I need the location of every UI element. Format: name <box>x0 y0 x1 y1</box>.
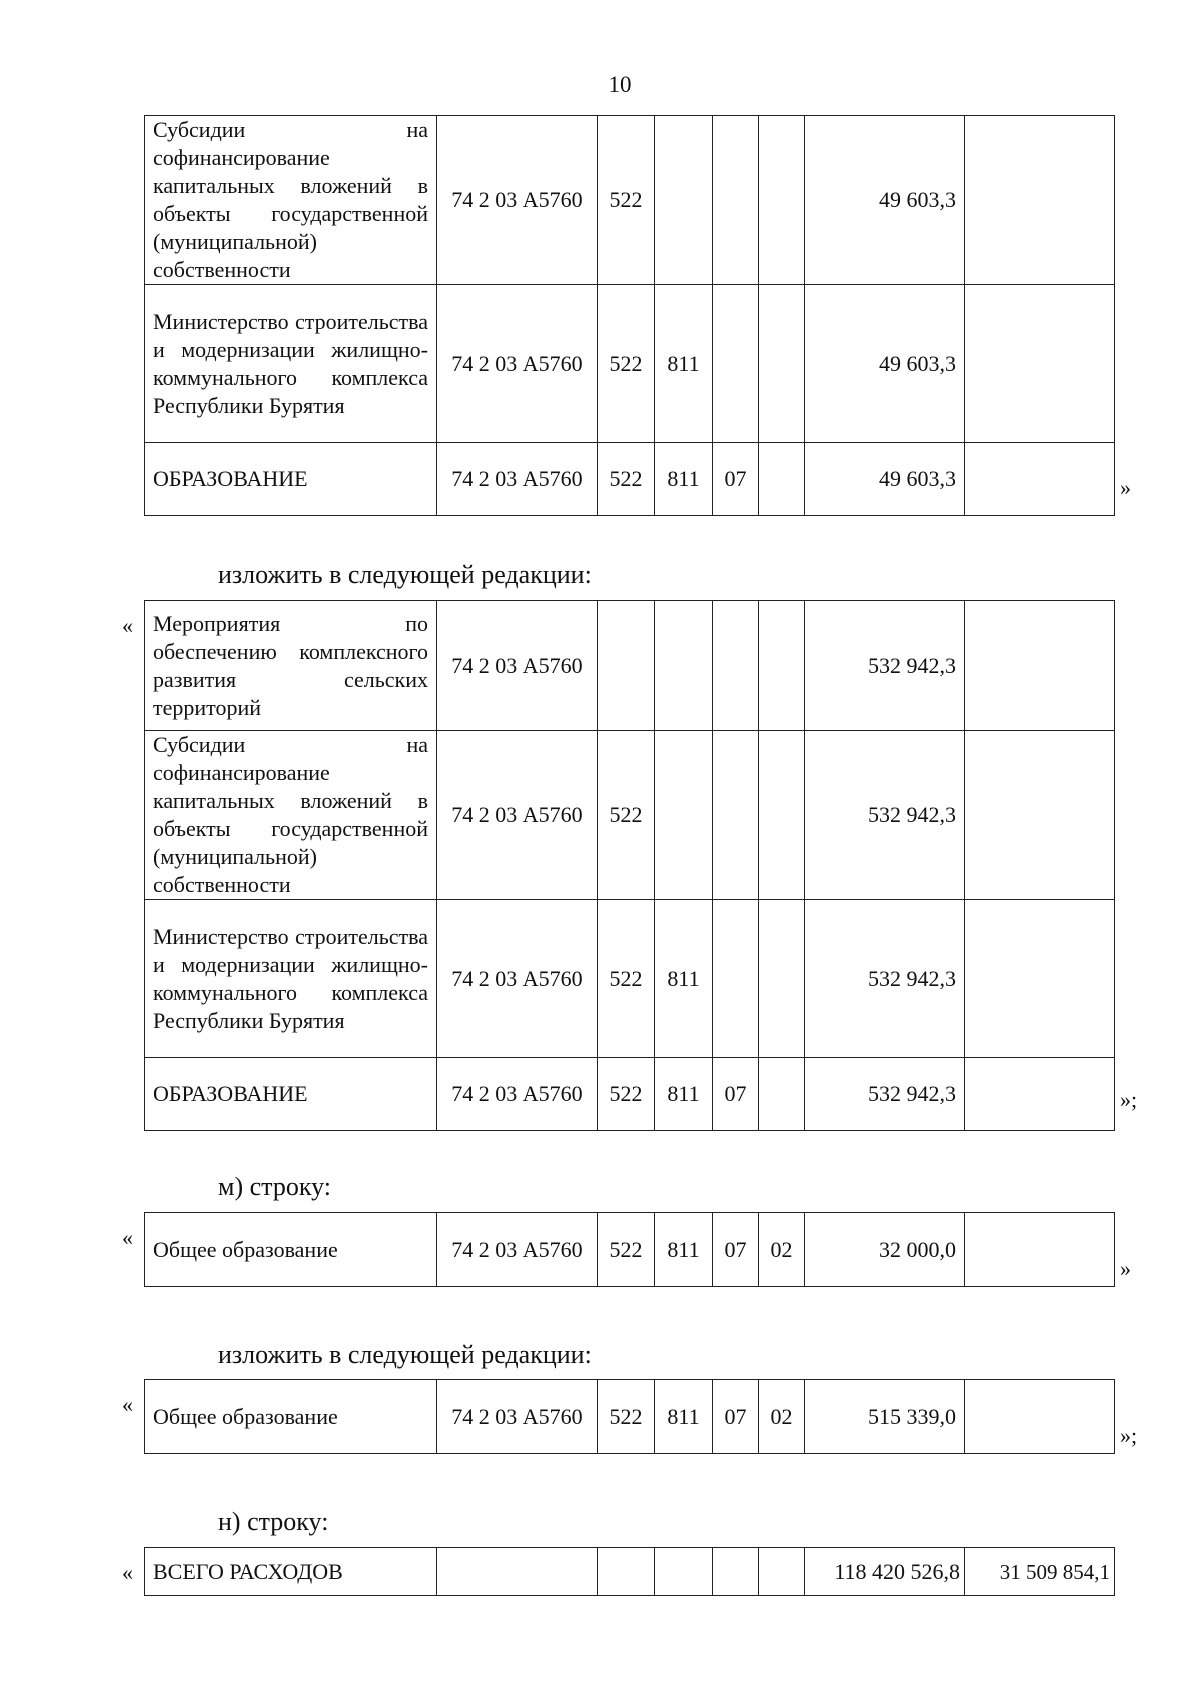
row-c4 <box>759 443 805 516</box>
row-sum2 <box>965 1058 1115 1131</box>
row-c4 <box>759 900 805 1058</box>
row-c1 <box>598 1548 655 1596</box>
row-code: 74 2 03 А5760 <box>437 285 598 443</box>
row-code <box>437 1548 598 1596</box>
row-c2: 811 <box>655 1058 713 1131</box>
row-sum2 <box>965 285 1115 443</box>
row-sum2 <box>965 1380 1115 1454</box>
row-code: 74 2 03 А5760 <box>437 1058 598 1131</box>
row-c1 <box>598 601 655 731</box>
table-row <box>145 285 1115 443</box>
open-quote: « <box>122 613 133 638</box>
paragraph-item-n: н) строку: <box>218 1507 329 1536</box>
row-c3: 07 <box>713 443 759 516</box>
table-row <box>145 900 1115 1058</box>
row-sum2 <box>965 116 1115 285</box>
row-sum: 532 942,3 <box>805 900 965 1058</box>
table-n <box>144 1547 1115 1596</box>
row-c2: 811 <box>655 443 713 516</box>
row-c4 <box>759 731 805 900</box>
row-sum: 49 603,3 <box>805 285 965 443</box>
row-c2 <box>655 1548 713 1596</box>
row-c2: 811 <box>655 1213 713 1287</box>
row-c3 <box>713 731 759 900</box>
table-new-block <box>144 600 1115 1131</box>
row-c1: 522 <box>598 1058 655 1131</box>
row-sum: 118 420 526,8 <box>805 1548 965 1596</box>
row-c3: 07 <box>713 1380 759 1454</box>
row-name: Министерство строительства и модернизации жилищно-коммунального комплекса Республики Бурятия <box>145 285 437 443</box>
row-code: 74 2 03 А5760 <box>437 731 598 900</box>
row-name: Субсидии на софинансирование капитальных вложений в объекты государственной (муниципальной) собственности <box>145 116 437 285</box>
open-quote: « <box>122 1225 133 1250</box>
table-row <box>145 1058 1115 1131</box>
row-c3 <box>713 900 759 1058</box>
table-m-new <box>144 1379 1115 1454</box>
row-sum: 32 000,0 <box>805 1213 965 1287</box>
row-sum: 515 339,0 <box>805 1380 965 1454</box>
table-m-old <box>144 1212 1115 1287</box>
row-c4 <box>759 1548 805 1596</box>
close-quote: »; <box>1120 1423 1138 1448</box>
row-sum: 49 603,3 <box>805 116 965 285</box>
table-row <box>145 116 1115 285</box>
table-new <box>144 600 1115 1131</box>
row-name: Министерство строительства и модернизации жилищно-коммунального комплекса Республики Бурятия <box>145 900 437 1058</box>
row-sum2 <box>965 1213 1115 1287</box>
row-sum2 <box>965 900 1115 1058</box>
row-sum2 <box>965 443 1115 516</box>
row-code: 74 2 03 А5760 <box>437 900 598 1058</box>
row-code: 74 2 03 А5760 <box>437 116 598 285</box>
row-c1: 522 <box>598 1380 655 1454</box>
table-row <box>145 1380 1115 1454</box>
row-c1: 522 <box>598 1213 655 1287</box>
row-code: 74 2 03 А5760 <box>437 601 598 731</box>
open-quote: « <box>122 1560 133 1585</box>
row-name: Общее образование <box>145 1213 437 1287</box>
row-c3: 07 <box>713 1058 759 1131</box>
row-c2 <box>655 731 713 900</box>
row-name: Субсидии на софинансирование капитальных вложений в объекты государственной (муниципальной) собственности <box>145 731 437 900</box>
table-row <box>145 1213 1115 1287</box>
table-n-block <box>144 1547 1115 1596</box>
row-c4 <box>759 116 805 285</box>
close-quote: »; <box>1120 1087 1138 1112</box>
row-sum2 <box>965 601 1115 731</box>
row-c4 <box>759 285 805 443</box>
table-row <box>145 731 1115 900</box>
table-row <box>145 601 1115 731</box>
table-m-new-block <box>144 1379 1115 1454</box>
row-c1: 522 <box>598 443 655 516</box>
row-name: ВСЕГО РАСХОДОВ <box>145 1548 437 1596</box>
row-c4: 02 <box>759 1380 805 1454</box>
row-code: 74 2 03 А5760 <box>437 1213 598 1287</box>
row-code: 74 2 03 А5760 <box>437 1380 598 1454</box>
row-sum: 532 942,3 <box>805 601 965 731</box>
paragraph-new-edition: изложить в следующей редакции: <box>218 560 592 589</box>
open-quote: « <box>122 1392 133 1417</box>
close-quote: » <box>1120 475 1131 500</box>
table-top-block <box>144 115 1115 516</box>
row-c1: 522 <box>598 731 655 900</box>
row-name: Общее образование <box>145 1380 437 1454</box>
row-name: Мероприятия по обеспечению комплексного развития сельских территорий <box>145 601 437 731</box>
row-c2 <box>655 601 713 731</box>
row-sum: 49 603,3 <box>805 443 965 516</box>
table-m-old-block <box>144 1212 1115 1287</box>
row-c2 <box>655 116 713 285</box>
row-name: ОБРАЗОВАНИЕ <box>145 443 437 516</box>
row-c1: 522 <box>598 900 655 1058</box>
page-number: 10 <box>608 72 632 97</box>
row-c1: 522 <box>598 116 655 285</box>
row-c1: 522 <box>598 285 655 443</box>
table-row <box>145 443 1115 516</box>
row-c2: 811 <box>655 1380 713 1454</box>
row-sum2 <box>965 731 1115 900</box>
row-c4 <box>759 1058 805 1131</box>
close-quote: » <box>1120 1256 1131 1281</box>
row-c4: 02 <box>759 1213 805 1287</box>
table-row <box>145 1548 1115 1596</box>
table-top <box>144 115 1115 516</box>
row-c4 <box>759 601 805 731</box>
row-c2: 811 <box>655 285 713 443</box>
row-c3: 07 <box>713 1213 759 1287</box>
row-code: 74 2 03 А5760 <box>437 443 598 516</box>
row-sum: 532 942,3 <box>805 1058 965 1131</box>
row-c3 <box>713 285 759 443</box>
row-sum2: 31 509 854,1 <box>965 1548 1115 1596</box>
row-sum: 532 942,3 <box>805 731 965 900</box>
paragraph-new-edition-2: изложить в следующей редакции: <box>218 1340 592 1369</box>
paragraph-item-m: м) строку: <box>218 1172 331 1201</box>
row-c3 <box>713 601 759 731</box>
row-c3 <box>713 1548 759 1596</box>
row-name: ОБРАЗОВАНИЕ <box>145 1058 437 1131</box>
row-c2: 811 <box>655 900 713 1058</box>
row-c3 <box>713 116 759 285</box>
